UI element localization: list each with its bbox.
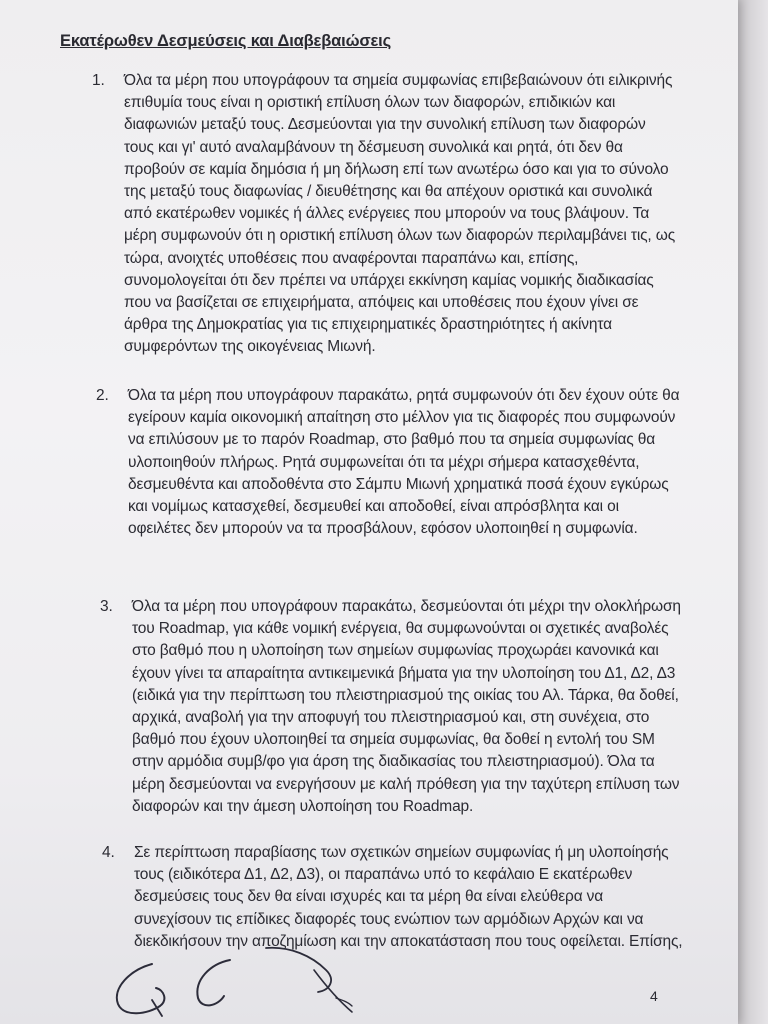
- clause-line: διαφορών και την άμεση υλοποίηση του Roadmap.: [132, 797, 474, 815]
- clause-line: δεσμεύσεις τους δεν θα είναι ισχυρές και τα μέρη θα είναι ελεύθερα να: [134, 888, 604, 906]
- clause-line: προβούν σε καμία δημόσια ή μη δήλωση επί των ανωτέρω όσο και για το σύνολο: [124, 160, 669, 178]
- clause-line: βαθμό που έχουν υλοποιηθεί τα σημεία συμφωνίας, θα δοθεί η εντολή του SM: [132, 731, 655, 749]
- clause-line: έχουν γίνει τα απαραίτητα αντικειμενικά βήματα για την υλοποίηση του Δ1, Δ2, Δ3: [132, 664, 676, 682]
- clause-line: διαφωνιών μεταξύ τους. Δεσμεύονται για την συνολική επίλυση των διαφορών: [124, 116, 646, 134]
- clause-line: τώρα, ανοιχτές υποθέσεις που αναφέρονται παραπάνω και, επίσης,: [124, 249, 579, 267]
- clause-line: Σε περίπτωση παραβίασης των σχετικών σημείων συμφωνίας ή μη υλοποίησής: [134, 844, 669, 861]
- signature-stroke: [152, 1000, 162, 1016]
- clause-line: συμφερόντων της οικογένειας Μιωνή.: [124, 338, 376, 356]
- clause-number: 3.: [100, 598, 113, 615]
- clause-line: συνεχίσουν τις επίδικες διαφορές τους ενώπιον των αρμόδιων Αρχών και να: [134, 910, 644, 928]
- signature-stroke: [117, 964, 165, 1013]
- clause-line: αρχικά, αναβολή για την αποφυγή του πλειστηριασμού και, στη συνέχεια, στο: [132, 709, 650, 727]
- clause-line: υλοποιηθούν πλήρως. Ρητά συμφωνείται ότι τα μέχρι σήμερα κατασχεθέντα,: [128, 453, 640, 471]
- clause-line: από εκατέρωθεν νομικές ή άλλες ενέργειες που μπορούν να τους βλάψουν. Τα: [124, 205, 650, 223]
- clause-line: να επιλύσουν με το παρόν Roadmap, στο βαθμό που τα σημεία συμφωνίας θα: [128, 431, 656, 449]
- clause-line: Όλα τα μέρη που υπογράφουν παρακάτω, ρητά συμφωνούν ότι δεν έχουν ούτε θα: [128, 387, 680, 404]
- clause-line: Όλα τα μέρη που υπογράφουν παρακάτω, δεσμεύονται ότι μέχρι την ολοκλήρωση: [132, 598, 681, 615]
- signature-stroke: [197, 960, 230, 1005]
- clause-number: 2.: [96, 387, 109, 404]
- clause-line: και νομίμως κατασχεθεί, δεσμευθεί και αποδοθεί, είναι απρόσβλητα και οι: [128, 498, 619, 516]
- clause-line: (ειδικά για την περίπτωση του πλειστηριασμού της οικίας του Αλ. Τάρκα, θα δοθεί,: [132, 686, 679, 704]
- clause-line: της μεταξύ τους διαφωνίας / διευθέτησης και θα απέχουν οριστικά και συνολικά: [124, 183, 653, 201]
- clause-line: Όλα τα μέρη που υπογράφουν τα σημεία συμφωνίας επιβεβαιώνουν ότι ειλικρινής: [124, 72, 673, 89]
- clause-line: που να βασίζεται σε επιχειρήματα, απόψεις και υποθέσεις που έχουν γίνει σε: [124, 294, 639, 312]
- section-heading: Εκατέρωθεν Δεσμεύσεις και Διαβεβαιώσεις: [60, 32, 392, 50]
- clause-line: συνομολογείται ότι δεν πρέπει να υπάρχει εκκίνηση καμίας νομικής διαδικασίας: [124, 271, 654, 289]
- clause-line: επιθυμία τους είναι η οριστική επίλυση όλων των διαφορών, επιδικιών και: [124, 94, 616, 112]
- clause-line: δεσμευθέντα και αποδοθέντα στο Σάμπυ Μιωνή χρηματικά ποσά έχουν εγκύρως: [128, 475, 669, 493]
- clause-line: άρθρα της Δημοκρατίας για τις επιχειρηματικές δραστηριότητες ή ακίνητα: [124, 316, 612, 334]
- clause-number: 4.: [102, 844, 115, 861]
- clause-line: οφειλέτες δεν μπορούν να τα προσβάλουν, εφόσον υλοποιηθεί η συμφωνία.: [128, 520, 638, 538]
- clause-line: του Roadmap, για κάθε νομική ενέργεια, θα συμφωνούνται οι σχετικές αναβολές: [132, 620, 669, 638]
- clause-line: μέρη συμφωνούν ότι η οριστική επίλυση όλων των διαφορών περιλαμβάνει τις, ως: [124, 227, 676, 245]
- clause-text: [134, 842, 690, 953]
- clause-line: μέρη δεσμεύονται να ενεργήσουν με καλή πρόθεση για την ταχύτερη επίλυση των: [132, 775, 680, 793]
- clause-line: τους (ειδικότερα Δ1, Δ2, Δ3), οι παραπάνω υπό το κεφάλαιο Ε εκατέρωθεν: [134, 866, 633, 884]
- clause-line: εγείρουν καμία οικονομική απαίτηση στο μέλλον για τις διαφορές που συμφωνούν: [128, 409, 676, 427]
- clause-line: διεκδικήσουν την αποζημίωση και την αποκατάσταση που τους οφείλεται. Επίσης,: [134, 932, 683, 950]
- clause-number: 1.: [92, 72, 105, 89]
- clause-text: [132, 596, 688, 818]
- handwritten-signature: [90, 940, 390, 1024]
- signature-stroke: [266, 948, 331, 992]
- clause-line: στην αρμόδια συμβ/φο για άρση της διαδικασίας του πλειστηριασμού). Όλα τα: [132, 753, 655, 771]
- clause-text: [128, 385, 680, 540]
- clause-text: [124, 70, 676, 359]
- clause-line: τους και γι' αυτό αναλαμβάνουν τη δέσμευση συνολικά και ρητά, ότι δεν θα: [124, 138, 623, 156]
- page-number: 4: [650, 988, 658, 1004]
- clause-line: στο βαθμό που η υλοποίηση των σημείων συμφωνίας προχωράει κανονικά και: [132, 642, 659, 660]
